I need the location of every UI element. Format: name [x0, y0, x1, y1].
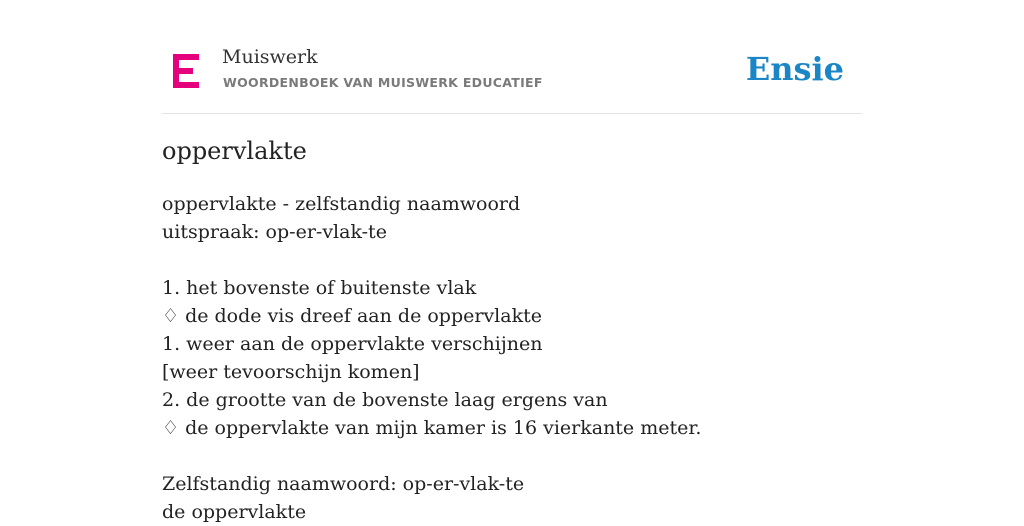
entry-title: oppervlakte — [162, 137, 307, 165]
site-name[interactable]: Muiswerk — [222, 46, 318, 68]
definition-line — [162, 246, 862, 274]
site-subtitle: WOORDENBOEK VAN MUISWERK EDUCATIEF — [223, 75, 543, 90]
definition-line: 2. de grootte van de bovenste laag ergens van — [162, 389, 608, 411]
definition-line: de oppervlakte — [162, 501, 307, 523]
ensie-logo[interactable]: Ensie — [745, 50, 844, 88]
definition-line: 1. het bovenste of buitenste vlak — [162, 277, 477, 299]
definition-line: Zelfstandig naamwoord: op-er-vlak-te — [162, 473, 525, 495]
definition-line: 1. weer aan de oppervlakte verschijnen — [162, 333, 543, 355]
entry-definition — [162, 190, 862, 526]
definition-line: oppervlakte - zelfstandig naamwoord — [162, 193, 521, 215]
definition-line: [weer tevoorschijn komen] — [162, 361, 420, 383]
definition-line: ♢ de oppervlakte van mijn kamer is 16 vierkante meter. — [162, 417, 702, 439]
definition-line: ♢ de dode vis dreef aan de oppervlakte — [162, 305, 542, 327]
site-header — [162, 40, 862, 114]
muiswerk-logo-icon[interactable] — [173, 54, 201, 88]
definition-line: uitspraak: op-er-vlak-te — [162, 221, 387, 243]
definition-line — [162, 442, 862, 470]
